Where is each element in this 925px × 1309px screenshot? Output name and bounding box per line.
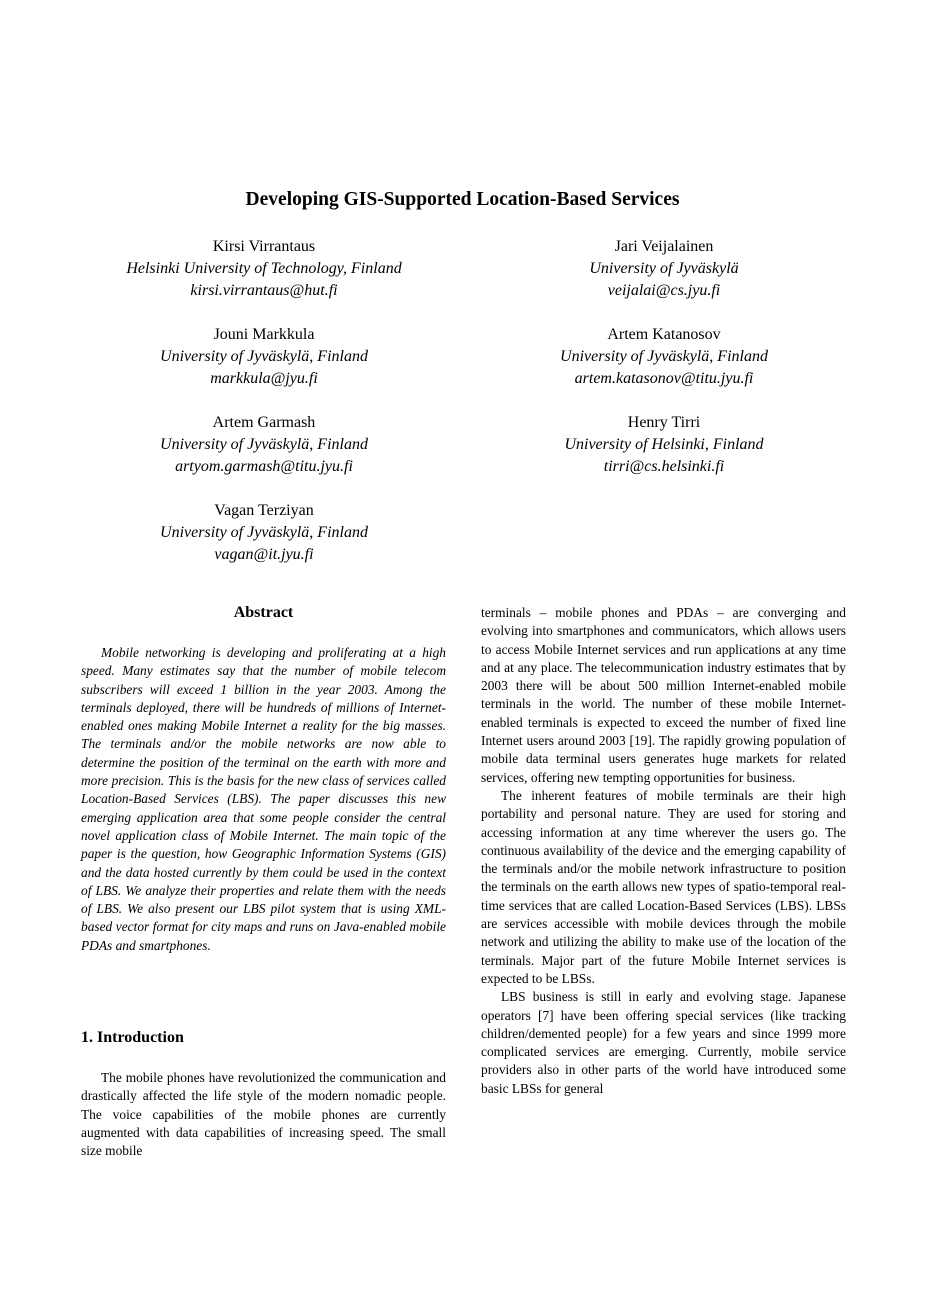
author-name: Henry Tirri bbox=[627, 414, 701, 431]
author-affiliation: University of Jyväskylä, Finland bbox=[560, 348, 768, 365]
author-name: Artem Katanosov bbox=[607, 326, 721, 343]
author-name: Jari Veijalainen bbox=[614, 238, 714, 255]
abstract-heading: Abstract bbox=[233, 604, 294, 621]
author-block bbox=[54, 500, 474, 566]
author-affiliation: University of Jyväskylä, Finland bbox=[160, 348, 368, 365]
author-name: Kirsi Virrantaus bbox=[212, 238, 316, 255]
author-email: markkula@jyu.fi bbox=[210, 370, 318, 387]
intro-paragraph: LBS business is still in early and evolving stage. Japanese operators [7] have been offering special services (like tracking children/demented people) for a few years and since 1999 more complicated services are emerging. Currently, mobile service providers also in other parts of the world have introduced some basic LBSs for general bbox=[481, 989, 846, 1096]
author-block bbox=[454, 324, 874, 390]
author-email: kirsi.virrantaus@hut.fi bbox=[190, 282, 338, 299]
author-email: artem.katasonov@titu.jyu.fi bbox=[574, 370, 754, 387]
abstract-text: Mobile networking is developing and proliferating at a high speed. Many estimates say that the number of mobile telecom subscribers will exceed 1 billion in the year 2003. Among the terminals deployed, there will be hundreds of millions of Internet-enabled ones making Mobile Internet a reality for the big masses. The terminals and/or the mobile networks are now able to determine the position of the terminal on the earth with more and more precision. This is the basis for the new class of services called Location-Based Services (LBS). The paper discusses this new emerging application area that some people consider the central novel application class of Mobile Internet. The main topic of the paper is the question, how Geographic Information Systems (GIS) and the data hosted currently by them could be used in the context of LBS. We analyze their properties and relate them with the needs of LBS. We also present our LBS pilot system that is using XML-based vector format for city maps and runs on Java-enabled mobile PDAs and smartphones. bbox=[81, 645, 446, 953]
author-affiliation: University of Jyväskylä, Finland bbox=[160, 524, 368, 541]
author-block bbox=[54, 324, 474, 390]
section-heading: 1. Introduction bbox=[81, 1029, 184, 1046]
intro-paragraph: terminals – mobile phones and PDAs – are converging and evolving into smartphones and communicators, which allows users to access Mobile Internet services and run applications at any time and at any place. The telecommunication industry estimates that by 2003 there will be about 500 million Internet-enabled mobile terminals in the world. The number of these mobile Internet-enabled terminals is expected to exceed the number of fixed line Internet users around 2003 [19]. The rapidly growing population of mobile data terminal users generates huge markets for related services, offering new tempting opportunities for business. bbox=[481, 605, 846, 785]
author-name: Artem Garmash bbox=[212, 414, 316, 431]
author-affiliation: University of Jyväskylä, Finland bbox=[160, 436, 368, 453]
author-block bbox=[454, 412, 874, 478]
author-block bbox=[54, 412, 474, 478]
intro-paragraph: The mobile phones have revolutionized the communication and drastically affected the life style of the modern nomadic people. The voice capabilities of the mobile phones are currently augmented with data capabilities of increasing speed. The small size mobile bbox=[81, 1070, 446, 1159]
author-block bbox=[54, 236, 474, 302]
author-affiliation: University of Helsinki, Finland bbox=[564, 436, 764, 453]
author-email: vagan@it.jyu.fi bbox=[214, 546, 314, 563]
author-affiliation: University of Jyväskylä bbox=[589, 260, 739, 277]
author-block bbox=[454, 236, 874, 302]
intro-paragraph: The inherent features of mobile terminals are their high portability and personal nature. They are used for storing and accessing information at any time wherever the users go. The continuous availability of the device and the emerging capability of the terminals and/or the mobile network infrastructure to position the terminals on the earth allows new types of spatio-temporal real-time services that are called Location-Based Services (LBS). LBSs are services accessible with mobile devices through the mobile network and utilizing the ability to make use of the location of the terminals. Major part of the future Mobile Internet services is expected to be LBSs. bbox=[481, 787, 846, 986]
paper-title: Developing GIS-Supported Location-Based Services bbox=[245, 189, 680, 210]
author-email: artyom.garmash@titu.jyu.fi bbox=[175, 458, 353, 475]
author-name: Jouni Markkula bbox=[213, 326, 315, 343]
author-name: Vagan Terziyan bbox=[214, 502, 314, 519]
right-column bbox=[481, 604, 846, 1098]
author-affiliation: Helsinki University of Technology, Finland bbox=[126, 260, 402, 277]
author-email: veijalai@cs.jyu.fi bbox=[607, 282, 721, 299]
author-email: tirri@cs.helsinki.fi bbox=[603, 458, 725, 475]
